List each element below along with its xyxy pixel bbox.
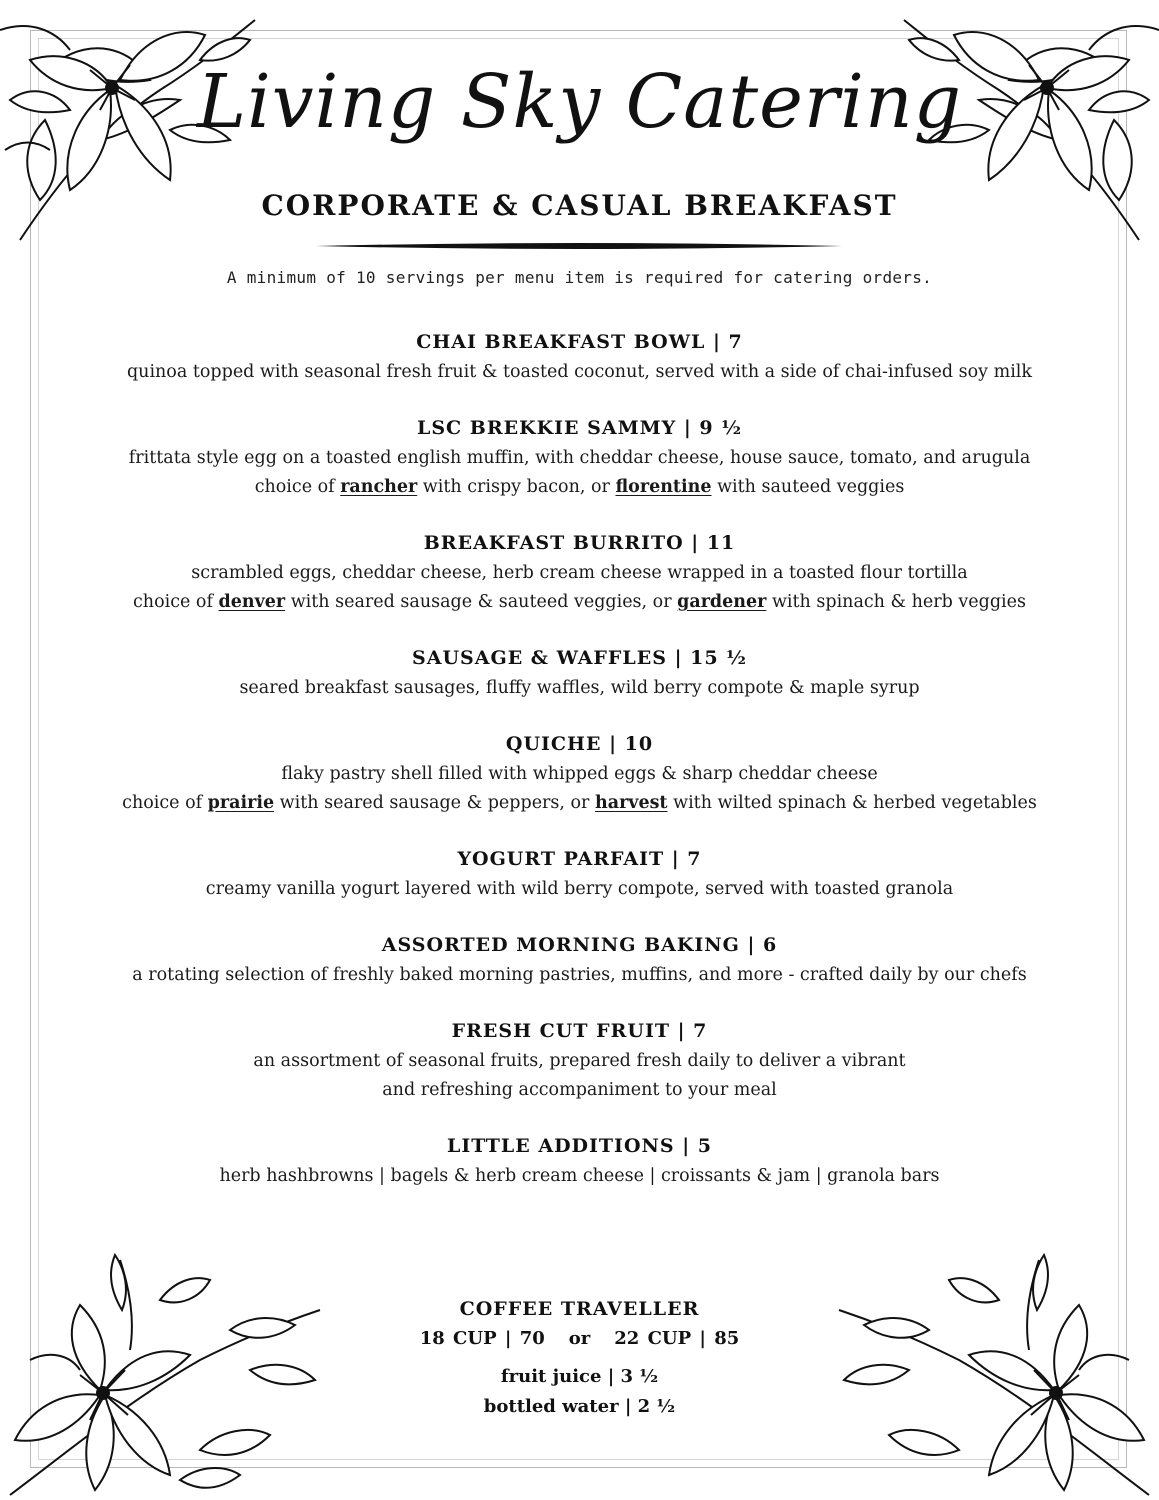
menu-item	[60, 412, 1099, 502]
menu-item-description: and refreshing accompaniment to your meal	[382, 1080, 777, 1100]
choice-option: denver	[218, 592, 286, 612]
menu-item-description: creamy vanilla yogurt layered with wild berry compote, served with toasted granola	[205, 879, 954, 899]
menu-item-description: flaky pastry shell filled with whipped eggs & sharp cheddar cheese	[281, 764, 878, 784]
menu-item-title: SAUSAGE & WAFFLES | 15 ½	[411, 647, 747, 669]
menu-item	[60, 1130, 1099, 1191]
menu-item-title: FRESH CUT FRUIT | 7	[451, 1020, 708, 1042]
menu-item-choice: choice of rancher with crispy bacon, or florentine with sauteed veggies	[254, 477, 905, 497]
coffee-or: or	[568, 1328, 591, 1349]
choice-option: gardener	[677, 592, 767, 612]
menu-item-title: LITTLE ADDITIONS | 5	[447, 1135, 712, 1157]
menu-item	[60, 326, 1099, 387]
menu-item-title: QUICHE | 10	[505, 733, 654, 755]
menu-item	[60, 527, 1099, 617]
menu-item-title: YOGURT PARFAIT | 7	[457, 848, 702, 870]
coffee-sizes	[0, 1324, 1159, 1354]
menu-item	[60, 929, 1099, 990]
water-price: bottled water | 2 ½	[483, 1396, 676, 1417]
choice-option: rancher	[340, 477, 418, 497]
menu-list	[60, 326, 1099, 1216]
title-divider	[316, 236, 842, 255]
menu-item-description: frittata style egg on a toasted english muffin, with cheddar cheese, house sauce, tomato, and arugula	[128, 448, 1031, 468]
menu-item-description: herb hashbrowns | bagels & herb cream cheese | croissants & jam | granola bars	[219, 1166, 940, 1186]
menu-item-description: seared breakfast sausages, fluffy waffles, wild berry compote & maple syrup	[239, 678, 920, 698]
choice-option: prairie	[207, 793, 275, 813]
menu-item-description: scrambled eggs, cheddar cheese, herb cream cheese wrapped in a toasted flour tortilla	[191, 563, 968, 583]
menu-item-description: quinoa topped with seasonal fresh fruit & toasted coconut, served with a side of chai-infused soy milk	[126, 362, 1033, 382]
brand-title: Living Sky Catering	[196, 59, 963, 145]
menu-item-title: CHAI BREAKFAST BOWL | 7	[416, 331, 743, 353]
menu-item-title: BREAKFAST BURRITO | 11	[423, 532, 736, 554]
menu-item	[60, 642, 1099, 703]
coffee-size: 18 CUP | 70	[419, 1328, 545, 1349]
menu-item	[60, 1015, 1099, 1105]
menu-item-title: ASSORTED MORNING BAKING | 6	[381, 934, 778, 956]
menu-item-choice: choice of denver with seared sausage & sauteed veggies, or gardener with spinach & herb veggies	[133, 592, 1026, 612]
menu-item	[60, 728, 1099, 818]
menu-item-description: a rotating selection of freshly baked morning pastries, muffins, and more - crafted daily by our chefs	[132, 965, 1027, 985]
coffee-title: COFFEE TRAVELLER	[459, 1298, 700, 1320]
minimum-order-note: A minimum of 10 servings per menu item is required for catering orders.	[226, 268, 933, 287]
menu-subtitle: CORPORATE & CASUAL BREAKFAST	[261, 189, 898, 222]
coffee-size: 22 CUP | 85	[614, 1328, 740, 1349]
choice-option: harvest	[595, 793, 668, 813]
menu-item-description: an assortment of seasonal fruits, prepared fresh daily to deliver a vibrant	[253, 1051, 906, 1071]
choice-option: florentine	[615, 477, 712, 497]
juice-price: fruit juice | 3 ½	[500, 1366, 659, 1387]
menu-item-title: LSC BREKKIE SAMMY | 9 ½	[416, 417, 743, 439]
beverages-section	[0, 1294, 1159, 1422]
menu-item	[60, 843, 1099, 904]
menu-item-choice: choice of prairie with seared sausage & peppers, or harvest with wilted spinach & herbed vegetables	[122, 793, 1037, 813]
